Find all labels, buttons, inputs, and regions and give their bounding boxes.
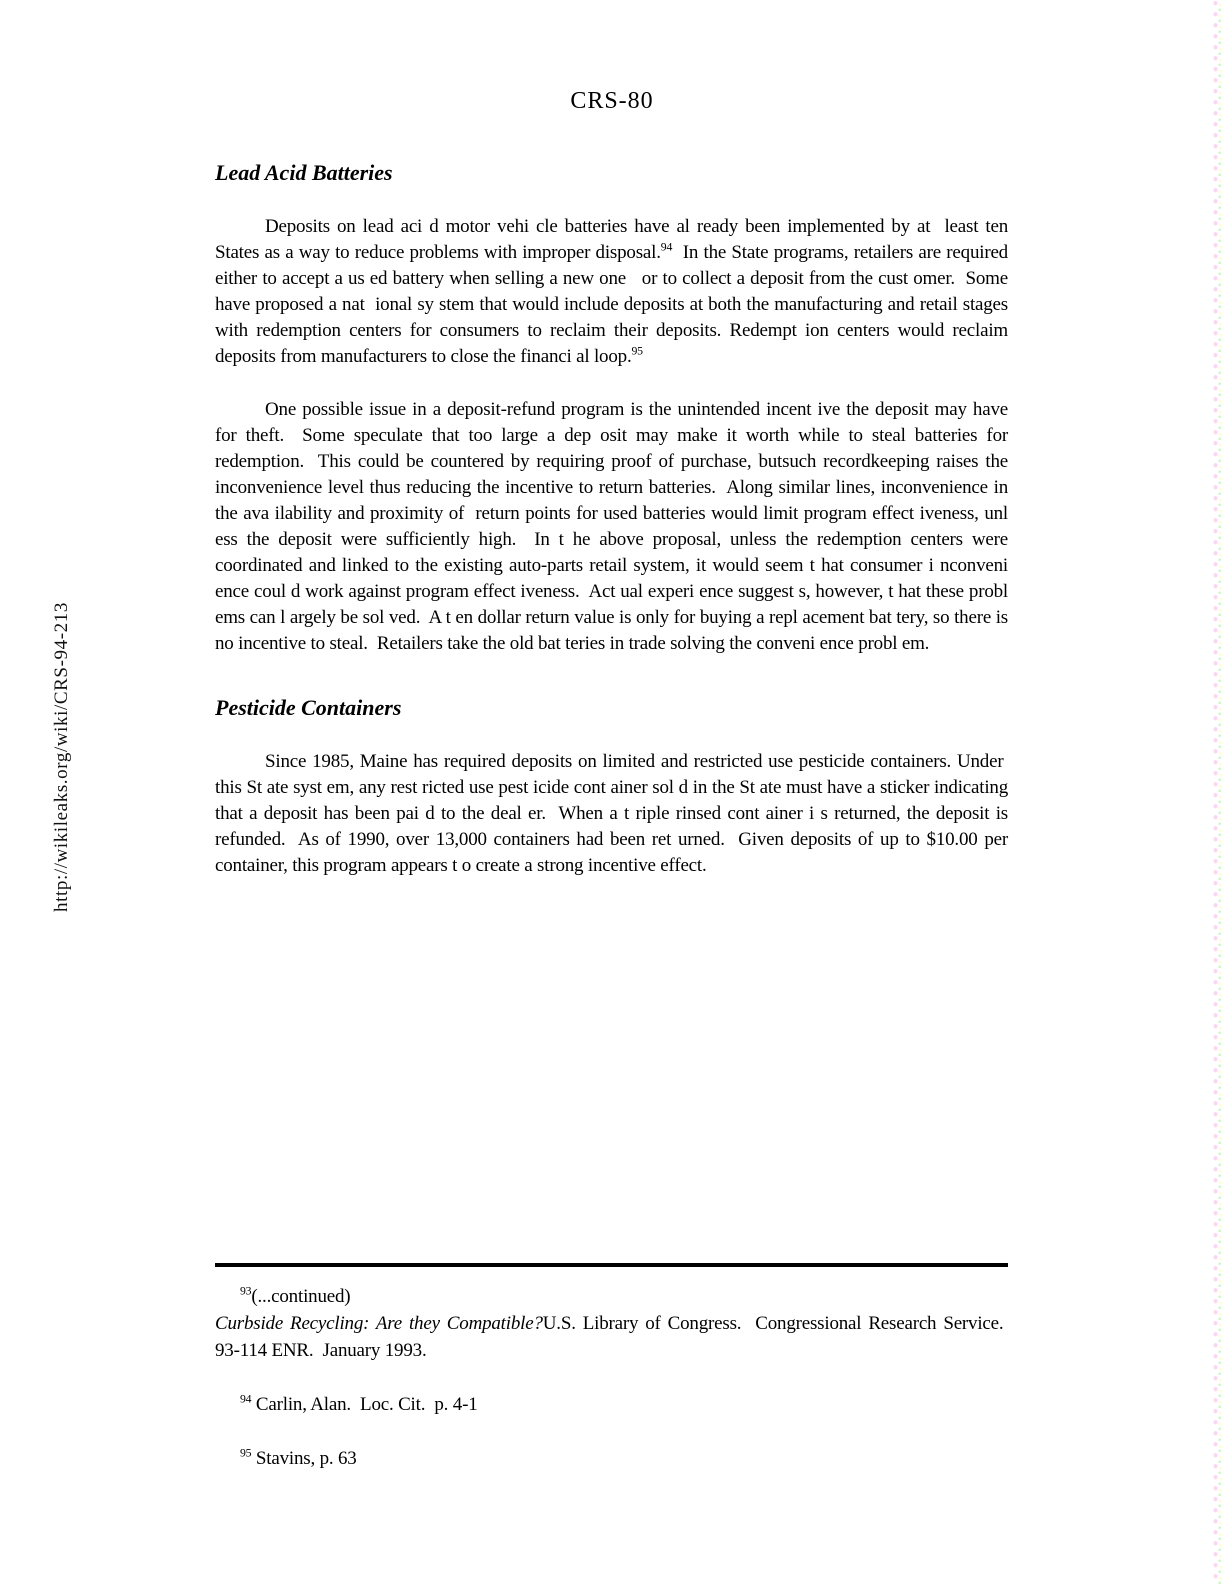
paragraph-lead-acid-1: Deposits on lead aci d motor vehi cle batteries have al ready been implemented by at least ten States as a way to reduce problems with improper disposal.$^{94}$ In the State programs, retailers are required either to accept a us ed battery when selling a new one or to collect a deposit from the cust omer. Some have proposed a nat ional sy stem that would include deposits at both the manufacturing and retail stages with redemption centers for consumers to reclaim their deposits. Redempt ion centers would reclaim deposits from manufacturers to close the financi al loop.$^{95}$ [215, 216, 1008, 367]
paragraph-pesticide-1: Since 1985, Maine has required deposits on limited and restricted use pesticide containers. Under this St ate syst em, any rest ricted use pest icide cont ainer sol d in the St ate must have a sticker indicating that a deposit has been pai d to the deal er. When a t riple rinsed cont ainer i s returned, the deposit is refunded. As of 1990, over 13,000 containers had been ret urned. Given deposits of up to $10.00 per container, this program appears t o create a strong incentive effect. [215, 751, 1008, 876]
footnote-separator-rule [215, 1263, 1008, 1267]
paragraph-lead-acid-2: One possible issue in a deposit-refund program is the unintended incent ive the deposit may have for theft. Some speculate that too large a dep osit may make it worth while to steal batteries for redemption. This could be countered by requiring proof of purchase, butsuch recordkeeping raises the inconvenience level thus reducing the incentive to return batteries. Along similar lines, inconvenience in the ava ilability and proximity of return points for used batteries would limit program effect iveness, unl ess the deposit were sufficiently high. In t he above proposal, unless the redemption centers were coordinated and linked to the existing auto-parts retail system, it would seem t hat consumer i nconveni ence coul d work against program effect iveness. Act ual experi ence suggest s, however, t hat these probl ems can l argely be sol ved. A t en dollar return value is only for buying a repl acement bat tery, so there is no incentive to steal. Retailers take the old bat teries in trade solving the conveni ence probl em. [215, 399, 1008, 654]
section-heading-pesticide-containers: Pesticide Containers [215, 695, 402, 720]
document-body [215, 160, 1008, 906]
section-heading-lead-acid-batteries: Lead Acid Batteries [215, 160, 393, 185]
wikileaks-url-watermark: http://wikileaks.org/wiki/CRS-94-213 [51, 602, 72, 912]
footnote-94: $^{94}$ Carlin, Alan. Loc. Cit. p. 4-1 [240, 1392, 478, 1415]
page-number-header: CRS-80 [570, 88, 654, 114]
footnote-95: $^{95}$ Stavins, p. 63 [240, 1446, 357, 1469]
footnote-93-citation: Curbside Recycling: Are they Compatible?U.S. Library of Congress. Congressional Research Service. 93-114 ENR. January 1993. [215, 1313, 1008, 1361]
footnote-93-continued-marker: $^{93}$(...continued) [240, 1284, 351, 1307]
edge-dots-pattern [1212, 0, 1224, 1584]
footnotes-section [215, 1263, 1008, 1472]
